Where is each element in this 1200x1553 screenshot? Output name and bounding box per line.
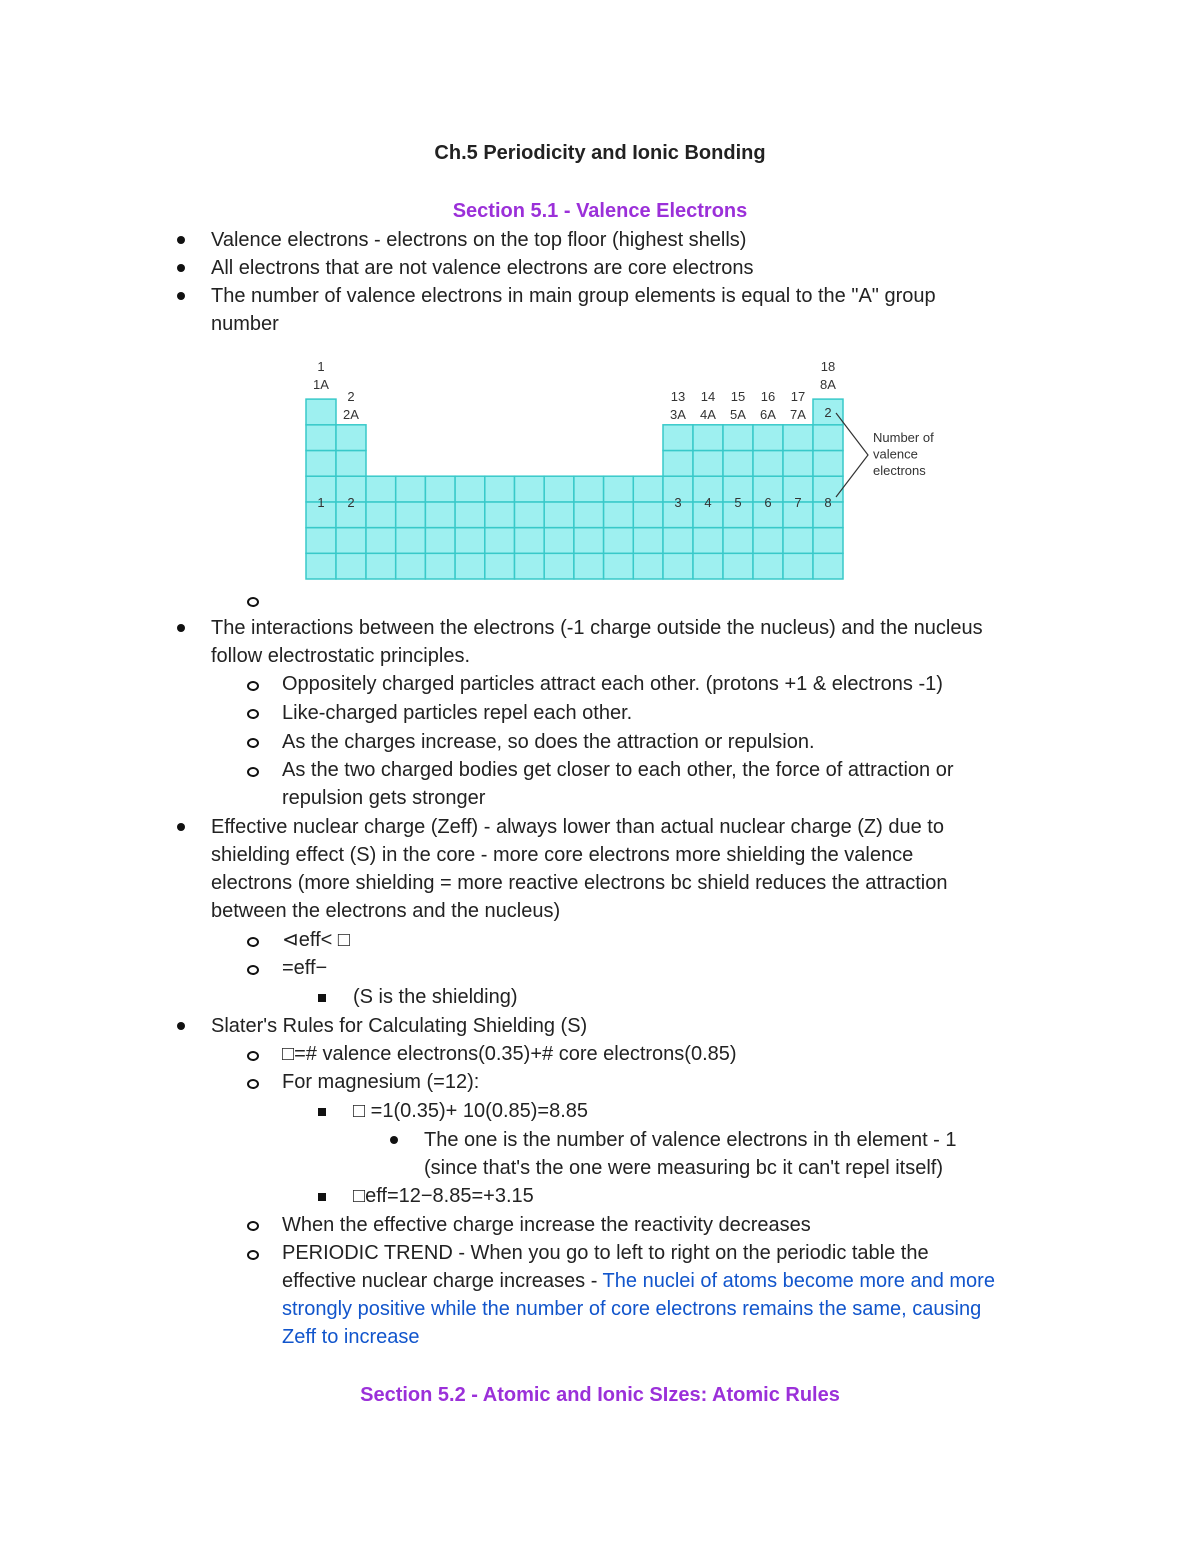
table-cell bbox=[396, 502, 426, 528]
document-title: Ch.5 Periodicity and Ionic Bonding bbox=[434, 142, 766, 164]
table-cell bbox=[515, 528, 545, 554]
helium-valence-label: 2 bbox=[824, 405, 832, 420]
table-cell bbox=[396, 553, 426, 579]
table-cell bbox=[306, 528, 336, 554]
group-a-label: 6A bbox=[760, 407, 776, 422]
table-cell bbox=[306, 553, 336, 579]
table-cell bbox=[604, 528, 634, 554]
sub-bullet-icon bbox=[247, 1221, 259, 1231]
trend-highlight-text: strongly positive while the number of core electrons remains the same, causing bbox=[282, 1298, 982, 1320]
sub-bullet-icon bbox=[247, 1079, 259, 1089]
valence-count-label: 7 bbox=[794, 495, 802, 510]
sub-list-item: PERIODIC TREND - When you go to left to right on the periodic table the bbox=[282, 1242, 929, 1264]
trend-highlight-text: The nuclei of atoms become more and more bbox=[602, 1270, 995, 1292]
table-cell bbox=[336, 451, 366, 477]
sub-list-item: □=# valence electrons(0.35)+# core electrons(0.85) bbox=[282, 1043, 737, 1065]
table-cell bbox=[574, 553, 604, 579]
group-a-label: 3A bbox=[670, 407, 686, 422]
table-cell bbox=[663, 425, 693, 451]
list-item: Effective nuclear charge (Zeff) - always lower than actual nuclear charge (Z) due to bbox=[211, 816, 944, 838]
table-cell bbox=[485, 502, 515, 528]
group-a-label: 5A bbox=[730, 407, 746, 422]
valence-count-label: 8 bbox=[824, 495, 832, 510]
sub-list-item: ⊲eff< □ bbox=[282, 929, 350, 951]
periodic-table-figure bbox=[295, 355, 955, 585]
table-cell bbox=[544, 528, 574, 554]
sub-bullet-icon bbox=[247, 738, 259, 748]
table-cell bbox=[604, 476, 634, 502]
table-cell bbox=[425, 502, 455, 528]
table-cell bbox=[633, 476, 663, 502]
sub-list-item-cont: repulsion gets stronger bbox=[282, 787, 486, 809]
square-bullet-icon bbox=[318, 1193, 326, 1201]
table-cell bbox=[306, 425, 336, 451]
sub-bullet-icon bbox=[247, 597, 259, 607]
group-number-label: 14 bbox=[700, 389, 716, 404]
table-cell bbox=[604, 553, 634, 579]
table-cell bbox=[485, 553, 515, 579]
table-cell bbox=[485, 528, 515, 554]
table-cell bbox=[336, 528, 366, 554]
table-cell bbox=[723, 451, 753, 477]
table-cell bbox=[574, 528, 604, 554]
sub-list-item: As the two charged bodies get closer to each other, the force of attraction or bbox=[282, 759, 954, 781]
table-cell bbox=[455, 528, 485, 554]
list-item-cont: number bbox=[211, 313, 279, 335]
table-cell bbox=[753, 425, 783, 451]
table-cell bbox=[813, 425, 843, 451]
table-cell bbox=[515, 476, 545, 502]
sub-list-item-cont bbox=[282, 1267, 995, 1295]
list-item: All electrons that are not valence electrons are core electrons bbox=[211, 257, 754, 279]
square-bullet-icon bbox=[318, 1108, 326, 1116]
bullet-icon bbox=[390, 1136, 398, 1144]
table-cell bbox=[813, 528, 843, 554]
table-cell bbox=[723, 425, 753, 451]
table-cell bbox=[306, 451, 336, 477]
caption-label: Number of bbox=[873, 430, 934, 445]
group-a-label: 8A bbox=[820, 377, 836, 392]
square-bullet-icon bbox=[318, 994, 326, 1002]
valence-count-label: 5 bbox=[734, 495, 742, 510]
sub-bullet-icon bbox=[247, 681, 259, 691]
table-cell bbox=[633, 502, 663, 528]
sub-bullet-icon bbox=[247, 767, 259, 777]
table-cell bbox=[693, 451, 723, 477]
sub-list-item: As the charges increase, so does the attraction or repulsion. bbox=[282, 731, 815, 753]
list-item: The number of valence electrons in main group elements is equal to the "A" group bbox=[211, 285, 936, 307]
sub-list-item: Like-charged particles repel each other. bbox=[282, 702, 633, 724]
table-cell bbox=[544, 553, 574, 579]
list-item-cont: follow electrostatic principles. bbox=[211, 645, 470, 667]
bullet-icon bbox=[177, 823, 185, 831]
sub-list-item: Oppositely charged particles attract each other. (protons +1 & electrons -1) bbox=[282, 673, 943, 695]
group-number-label: 1 bbox=[317, 359, 325, 374]
table-cell bbox=[753, 451, 783, 477]
table-cell bbox=[753, 553, 783, 579]
group-number-label: 18 bbox=[820, 359, 836, 374]
table-cell bbox=[366, 476, 396, 502]
table-cell bbox=[366, 528, 396, 554]
trend-text: effective nuclear charge increases - bbox=[282, 1270, 603, 1292]
table-cell bbox=[604, 502, 634, 528]
table-cell bbox=[396, 528, 426, 554]
bullet-icon bbox=[177, 264, 185, 272]
table-cell bbox=[425, 553, 455, 579]
table-cell bbox=[633, 528, 663, 554]
table-cell bbox=[455, 553, 485, 579]
list-item-cont: shielding effect (S) in the core - more core electrons more shielding the valence bbox=[211, 844, 914, 866]
table-cell bbox=[425, 476, 455, 502]
valence-count-label: 6 bbox=[764, 495, 772, 510]
table-cell bbox=[455, 476, 485, 502]
valence-count-label: 4 bbox=[704, 495, 712, 510]
sub-bullet-icon bbox=[247, 1051, 259, 1061]
group-number-label: 2 bbox=[347, 389, 355, 404]
group-number-label: 16 bbox=[760, 389, 776, 404]
caption-label: valence bbox=[873, 446, 918, 462]
table-cell bbox=[336, 553, 366, 579]
group-a-label: 7A bbox=[790, 407, 806, 422]
table-cell bbox=[783, 528, 813, 554]
table-cell bbox=[485, 476, 515, 502]
bullet-icon bbox=[177, 236, 185, 244]
trend-highlight-text: Zeff to increase bbox=[282, 1326, 420, 1348]
group-number-label: 15 bbox=[730, 389, 746, 404]
table-cell bbox=[783, 451, 813, 477]
table-cell bbox=[336, 425, 366, 451]
bullet-icon bbox=[177, 1022, 185, 1030]
table-cell bbox=[693, 425, 723, 451]
table-cell bbox=[813, 553, 843, 579]
table-cell bbox=[366, 553, 396, 579]
table-cell bbox=[425, 528, 455, 554]
valence-count-label: 3 bbox=[674, 495, 682, 510]
group-a-label: 4A bbox=[700, 407, 716, 422]
caption-label: electrons bbox=[873, 463, 926, 478]
table-cell bbox=[574, 502, 604, 528]
table-cell bbox=[693, 528, 723, 554]
section-5-2-heading: Section 5.2 - Atomic and Ionic SIzes: Atomic Rules bbox=[360, 1384, 840, 1406]
table-cell bbox=[663, 553, 693, 579]
sub-list-item: =eff− bbox=[282, 957, 328, 979]
table-cell bbox=[693, 553, 723, 579]
sub-list-item: For magnesium (=12): bbox=[282, 1071, 480, 1093]
bullet-icon bbox=[177, 292, 185, 300]
bullet-icon bbox=[177, 624, 185, 632]
list-item: Slater's Rules for Calculating Shielding (S) bbox=[211, 1015, 588, 1037]
table-cell bbox=[753, 528, 783, 554]
list-item: Valence electrons - electrons on the top floor (highest shells) bbox=[211, 229, 747, 251]
group-a-label: 1A bbox=[313, 377, 329, 392]
deep-list-item-cont: (since that's the one were measuring bc it can't repel itself) bbox=[424, 1157, 943, 1179]
table-cell bbox=[783, 553, 813, 579]
table-cell bbox=[663, 528, 693, 554]
table-cell bbox=[366, 502, 396, 528]
group-a-label: 2A bbox=[343, 407, 359, 422]
section-5-1-heading: Section 5.1 - Valence Electrons bbox=[452, 200, 748, 222]
table-cell bbox=[515, 553, 545, 579]
table-cell bbox=[515, 502, 545, 528]
table-cell bbox=[306, 399, 336, 425]
table-cell bbox=[633, 553, 663, 579]
group-number-label: 13 bbox=[670, 389, 686, 404]
list-item: The interactions between the electrons (-1 charge outside the nucleus) and the nucleus bbox=[211, 617, 983, 639]
sub-bullet-icon bbox=[247, 709, 259, 719]
list-item-cont: electrons (more shielding = more reactive electrons bc shield reduces the attraction bbox=[211, 872, 948, 894]
table-cell bbox=[396, 476, 426, 502]
table-cell bbox=[813, 451, 843, 477]
sub-bullet-icon bbox=[247, 937, 259, 947]
table-cell bbox=[723, 528, 753, 554]
table-cell bbox=[783, 425, 813, 451]
sub-bullet-icon bbox=[247, 1250, 259, 1260]
table-cell bbox=[574, 476, 604, 502]
valence-count-label: 2 bbox=[347, 495, 355, 510]
deep-list-item: The one is the number of valence electrons in th element - 1 bbox=[424, 1129, 957, 1151]
table-cell bbox=[723, 553, 753, 579]
table-cell bbox=[663, 451, 693, 477]
table-cell bbox=[544, 476, 574, 502]
sub-list-item: When the effective charge increase the reactivity decreases bbox=[282, 1214, 811, 1236]
sub-sub-list-item: □ =1(0.35)+ 10(0.85)=8.85 bbox=[353, 1100, 589, 1122]
table-cell bbox=[544, 502, 574, 528]
table-cell bbox=[455, 502, 485, 528]
valence-count-label: 1 bbox=[317, 495, 325, 510]
sub-bullet-icon bbox=[247, 965, 259, 975]
list-item-cont: between the electrons and the nucleus) bbox=[211, 900, 561, 922]
group-number-label: 17 bbox=[790, 389, 806, 404]
sub-sub-list-item: (S is the shielding) bbox=[353, 986, 518, 1008]
sub-sub-list-item: □eff=12−8.85=+3.15 bbox=[353, 1185, 534, 1207]
